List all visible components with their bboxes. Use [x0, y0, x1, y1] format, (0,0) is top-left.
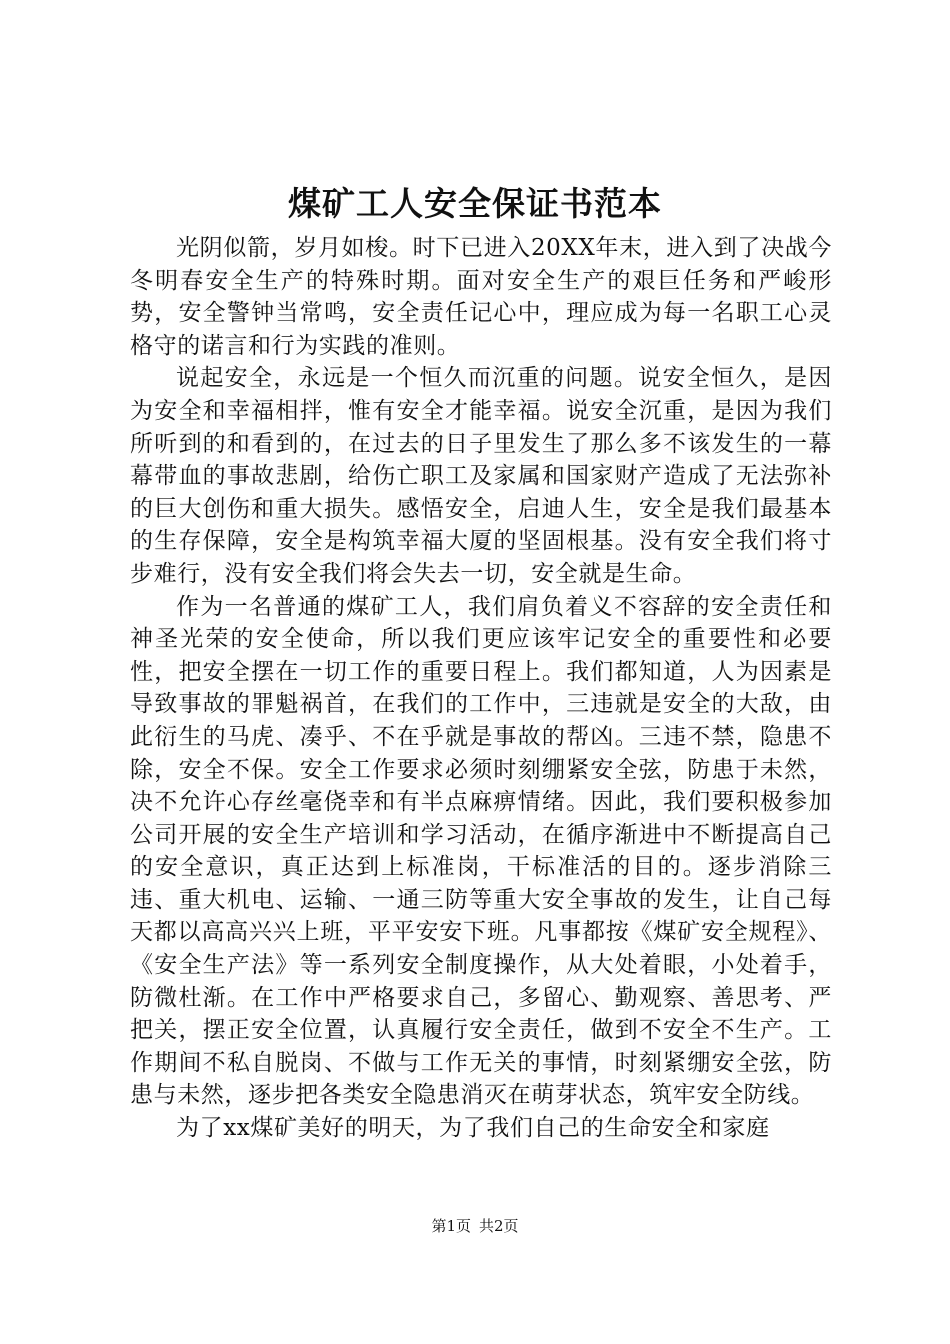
paragraph: 作为一名普通的煤矿工人，我们肩负着义不容辞的安全责任和神圣光荣的安全使命，所以我们更应该牢记安全的重要性和必要性，把安全摆在一切工作的重要日程上。我们都知道，人为因素是导致事故的罪魁祸首，在我们的工作中，三违就是安全的大敌，由此衍生的马虎、凑乎、不在乎就是事故的帮凶。三违不禁，隐患不除，安全不保。安全工作要求必须时刻绷紧安全弦，防患于未然，决不允许心存丝毫侥幸和有半点麻痹情绪。因此，我们要积极参加公司开展的安全生产培训和学习活动，在循序渐进中不断提高自己的安全意识，真正达到上标准岗，干标准活的目的。逐步消除三违、重大机电、运输、一通三防等重大安全事故的发生，让自己每天都以高高兴兴上班，平平安安下班。凡事都按《煤矿安全规程》、《安全生产法》等一系列安全制度操作，从大处着眼，小处着手，防微杜渐。在工作中严格要求自己，多留心、勤观察、善思考、严把关，摆正安全位置，认真履行安全责任，做到不安全不生产。工作期间不私自脱岗、不做与工作无关的事情，时刻紧绷安全弦，防患与未然，逐步把各类安全隐患消灭在萌芽状态，筑牢安全防线。	[130, 593, 832, 1109]
paragraph: 光阴似箭，岁月如梭。时下已进入20XX年末，进入到了决战今冬明春安全生产的特殊时期。面对安全生产的艰巨任务和严峻形势，安全警钟当常鸣，安全责任记心中，理应成为每一名职工心灵格守的诺言和行为实践的准则。	[130, 235, 832, 359]
document-body	[130, 232, 832, 1145]
page-number: 第1页	[431, 1217, 471, 1235]
paragraph: 为了xx煤矿美好的明天，为了我们自己的生命安全和家庭	[176, 1115, 770, 1142]
document-title: 煤矿工人安全保证书范本	[288, 184, 662, 223]
paragraph: 说起安全，永远是一个恒久而沉重的问题。说安全恒久，是因为安全和幸福相拌，惟有安全才能幸福。说安全沉重，是因为我们所听到的和看到的，在过去的日子里发生了那么多不该发生的一幕幕带血的事故悲剧，给伤亡职工及家属和国家财产造成了无法弥补的巨大创伤和重大损失。感悟安全，启迪人生，安全是我们最基本的生存保障，安全是构筑幸福大厦的坚固根基。没有安全我们将寸步难行，没有安全我们将会失去一切，安全就是生命。	[130, 365, 832, 587]
page-total: 共2页	[479, 1217, 519, 1235]
page-footer	[0, 1216, 950, 1236]
